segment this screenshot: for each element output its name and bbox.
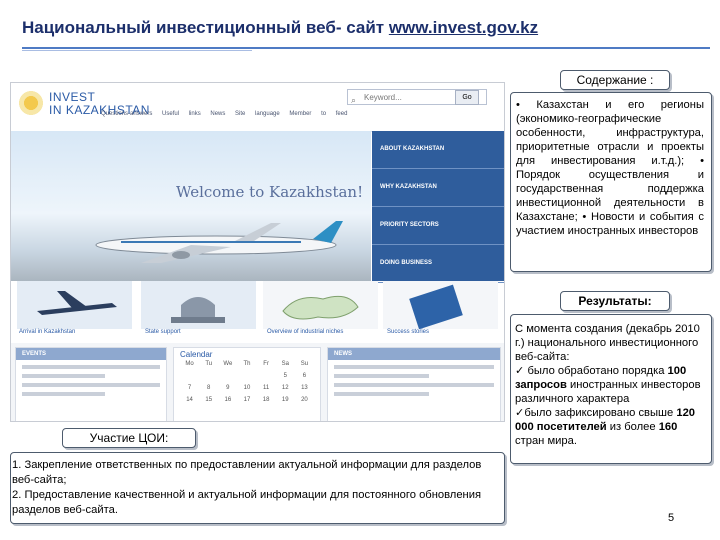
calendar-date[interactable]: 18: [262, 397, 270, 403]
calendar-grid: [174, 361, 320, 403]
calendar-day-header: Fr: [263, 361, 269, 367]
participation-text: [12, 458, 502, 518]
tile-caption-industrial[interactable]: Overview of industrial niches: [267, 329, 344, 335]
logo-line-1: INVEST: [49, 90, 96, 104]
calendar-date: [199, 373, 218, 379]
title-divider: [22, 47, 710, 49]
menu-item-why[interactable]: WHY KAZAKHSTAN: [372, 169, 504, 207]
results-item2-c: из более: [606, 421, 659, 433]
news-heading: NEWS: [328, 348, 500, 360]
results-label: Результаты:: [560, 291, 670, 311]
calendar-panel: [173, 347, 321, 422]
hero-banner: [11, 131, 371, 281]
event-line: [22, 374, 105, 378]
news-line: [334, 374, 429, 378]
menu-item-business[interactable]: DOING BUSINESS: [372, 245, 504, 283]
participation-label: Участие ЦОИ:: [62, 428, 196, 448]
site-search-button[interactable]: Go: [455, 90, 479, 105]
feature-tiles: [11, 281, 504, 335]
calendar-date[interactable]: 5: [283, 373, 287, 379]
calendar-date[interactable]: 11: [263, 385, 270, 391]
calendar-day-header: Su: [300, 361, 309, 367]
news-line: [334, 365, 494, 369]
tile-caption-arrival[interactable]: Arrival in Kazakhstan: [19, 329, 76, 335]
contents-label: Содержание :: [560, 70, 670, 90]
title-url-link[interactable]: www.invest.gov.kz: [388, 18, 539, 37]
event-line: [22, 392, 105, 396]
website-screenshot: [10, 82, 505, 422]
results-text: [515, 322, 705, 448]
calendar-date: [180, 373, 199, 379]
participation-item-2: 2. Предоставление качественной и актуальной информации для постоянного обновления разделов веб-сайта.: [12, 489, 482, 516]
calendar-date[interactable]: 13: [301, 385, 308, 391]
events-heading: EVENTS: [16, 348, 166, 360]
hero-welcome-text: Welcome to Kazakhstan!: [176, 183, 364, 201]
logo-line-2: IN KAZAKHSTAN: [49, 103, 150, 117]
sun-logo-icon: [17, 89, 45, 117]
menu-item-priority[interactable]: PRIORITY SECTORS: [372, 207, 504, 245]
results-item1-a: ✓ было обработано порядка: [515, 365, 668, 377]
calendar-date[interactable]: 20: [301, 397, 308, 403]
title-divider-accent: [22, 50, 252, 51]
page-number: 5: [668, 512, 675, 524]
success-book-icon[interactable]: [383, 281, 498, 329]
title-text: Национальный инвестиционный веб- сайт: [22, 18, 389, 37]
menu-item-about[interactable]: ABOUT KAZAKHSTAN: [372, 131, 504, 169]
search-icon: ⌕: [351, 95, 357, 105]
calendar-date[interactable]: 7: [187, 385, 192, 391]
calendar-day-header: Tu: [205, 361, 213, 367]
results-item2-e: стран мира.: [515, 435, 577, 447]
calendar-day-header: Mo: [185, 361, 194, 367]
calendar-date[interactable]: 9: [226, 385, 230, 391]
contents-text: • Казахстан и его регионы (экономико-географические особенности, инфраструктура, приоритетные отрасли и проекты для инвестирования и.т.д.); • Порядок осуществления и государственная поддержка инвестиционной деятельности в Казахстане; • Новости и события с участием иностранных инвесторов: [516, 99, 704, 237]
results-item2-a: ✓было зафиксировано свыше: [515, 407, 677, 419]
calendar-date[interactable]: 16: [224, 397, 232, 403]
results-item1-b: 100: [667, 365, 687, 377]
site-header: [11, 83, 504, 132]
state-building-icon[interactable]: [141, 281, 256, 329]
search-placeholder: Keyword...: [364, 93, 402, 102]
calendar-day-header: Sa: [281, 361, 289, 367]
calendar-date[interactable]: 8: [207, 385, 211, 391]
site-section-menu: [372, 131, 504, 281]
site-lower-section: [11, 343, 504, 421]
calendar-date[interactable]: 17: [243, 397, 251, 403]
industrial-map-icon[interactable]: [263, 281, 378, 329]
calendar-day-header: We: [223, 361, 233, 367]
calendar-date[interactable]: 10: [243, 385, 251, 391]
news-line: [334, 383, 494, 387]
arrival-plane-icon[interactable]: [17, 281, 132, 329]
calendar-date: [237, 373, 256, 379]
results-item1-d: иностранных инвесторов различного характера: [515, 379, 701, 405]
results-intro: С момента создания (декабрь 2010 г.) национального инвестиционного веб-сайта:: [515, 323, 700, 363]
site-top-nav[interactable]: Questions-answers Useful links News Site language Member to feed: [101, 111, 348, 117]
calendar-date[interactable]: 19: [281, 397, 289, 403]
event-line: [22, 383, 160, 387]
calendar-date[interactable]: 12: [281, 385, 289, 391]
calendar-heading: Calendar: [180, 350, 213, 359]
results-item2-b: 120 000 посетителей: [515, 407, 696, 433]
calendar-date[interactable]: 14: [186, 397, 193, 403]
results-item1-c: запросов: [515, 379, 567, 391]
airplane-image: [81, 219, 351, 265]
event-line: [22, 365, 160, 369]
calendar-date: [257, 373, 276, 379]
calendar-date[interactable]: 15: [205, 397, 213, 403]
tile-caption-success[interactable]: Success stories: [387, 329, 430, 335]
calendar-date[interactable]: 6: [302, 373, 307, 379]
results-item2-d: 160: [658, 421, 678, 433]
calendar-date: [218, 373, 237, 379]
calendar-day-header: Th: [243, 361, 251, 367]
slide-title: [22, 18, 538, 38]
participation-item-1: 1. Закрепление ответственных по предоставлении актуальной информации для разделов веб-сайта;: [12, 459, 482, 486]
events-panel: [15, 347, 167, 422]
news-panel: [327, 347, 501, 422]
news-line: [334, 392, 429, 396]
tile-caption-state[interactable]: State support: [145, 329, 181, 335]
